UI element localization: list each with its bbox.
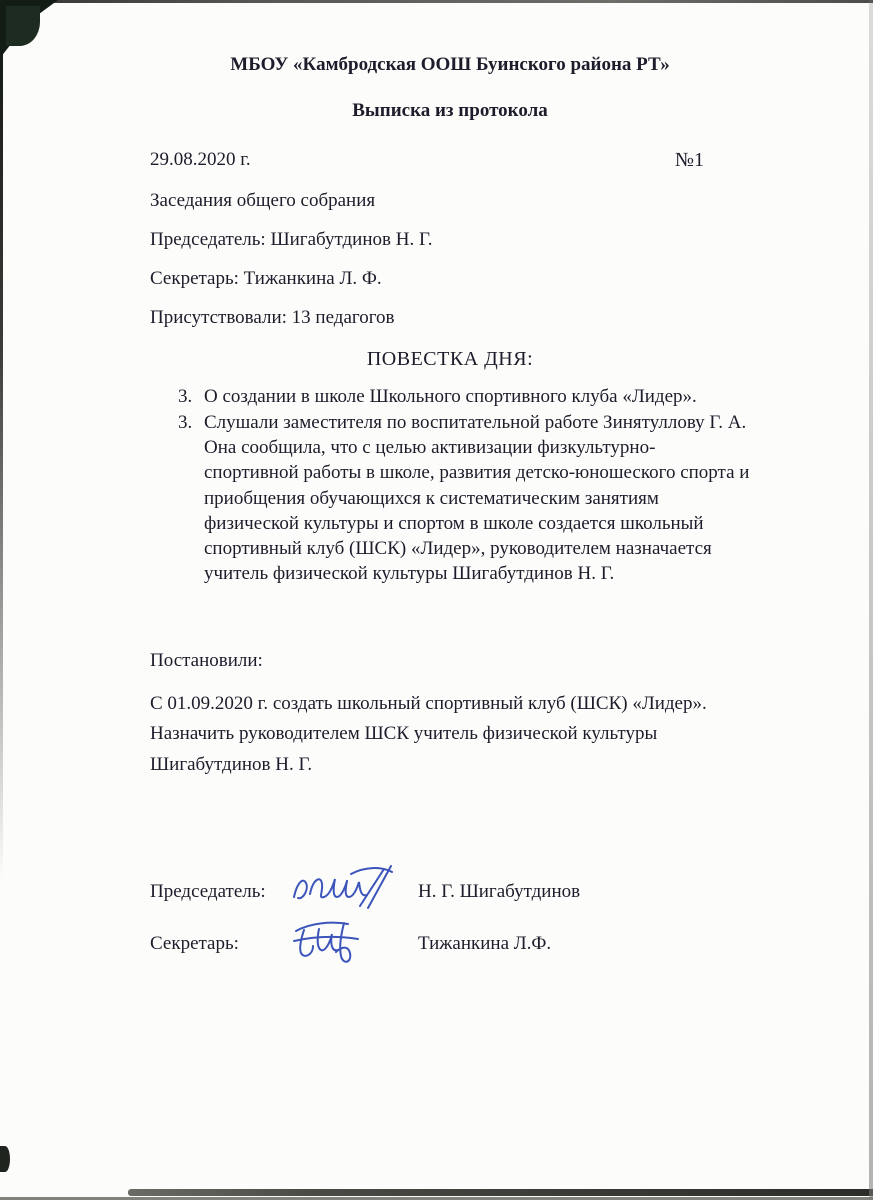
secretary-name: Тижанкина Л.Ф. (418, 932, 552, 954)
org-title: МБОУ «Камбродская ООШ Буинского района РТ» (230, 54, 670, 75)
secretary-signature-role: Секретарь: (150, 932, 239, 954)
scan-edge-top (0, 0, 873, 3)
chairman-line: Председатель: Шигабутдинов Н. Г. (150, 228, 433, 250)
resolved-heading: Постановили: (150, 649, 263, 671)
scan-edge-bottom (128, 1189, 873, 1196)
secretary-signature (288, 915, 410, 963)
secretary-line: Секретарь: Тижанкина Л. Ф. (150, 267, 382, 289)
signature-row (150, 868, 750, 914)
agenda-item (150, 384, 750, 409)
agenda-heading: ПОВЕСТКА ДНЯ: (366, 347, 534, 370)
chairman-name: Н. Г. Шигабутдинов (418, 880, 581, 902)
date-number-row (150, 147, 750, 173)
chairman-signature-icon (288, 863, 410, 911)
scan-edge-right (869, 0, 873, 1200)
agenda-item-number: 3. (178, 412, 193, 434)
agenda-item-text: Слушали заместителя по воспитательной работе Зинятуллову Г. А. Она сообщила, что с целью активизации физкультурно-спортивной работы в школе, развития детско-юношеского спорта и приобщения обучающихся к систематическим занятиям физической культуры и спортом в школе создается школьный спортивный клуб (ШСК) «Лидер», руководителем назначается учитель физической культуры Шигабутдинов Н. Г. (204, 412, 750, 584)
secretary-signature-icon (288, 915, 410, 963)
scan-corner-top-left-shadow (6, 6, 40, 46)
chairman-signature (288, 863, 410, 911)
agenda-item (150, 410, 750, 586)
chairman-signature-role: Председатель: (150, 880, 266, 902)
scan-blob-bottom-left (0, 1146, 10, 1172)
agenda-item-text: О создании в школе Школьного спортивного клуба «Лидер». (204, 386, 697, 408)
document-title: Выписка из протокола (352, 100, 548, 122)
agenda-item-number: 3. (178, 386, 193, 408)
document-content (150, 52, 750, 972)
signature-block (150, 868, 750, 966)
scan-edge-left (0, 0, 3, 880)
meeting-line: Заседания общего собрания (150, 189, 376, 211)
agenda-list (150, 384, 750, 586)
resolved-text: С 01.09.2020 г. создать школьный спортивный клуб (ШСК) «Лидер». Назначить руководителем ШСК учитель физической культуры Шигабутдинов Н. Г. (150, 692, 707, 775)
attendees-line: Присутствовали: 13 педагогов (150, 306, 395, 328)
document-date: 29.08.2020 г. (150, 149, 251, 171)
signature-row (150, 920, 750, 966)
document-number: №1 (674, 149, 704, 172)
